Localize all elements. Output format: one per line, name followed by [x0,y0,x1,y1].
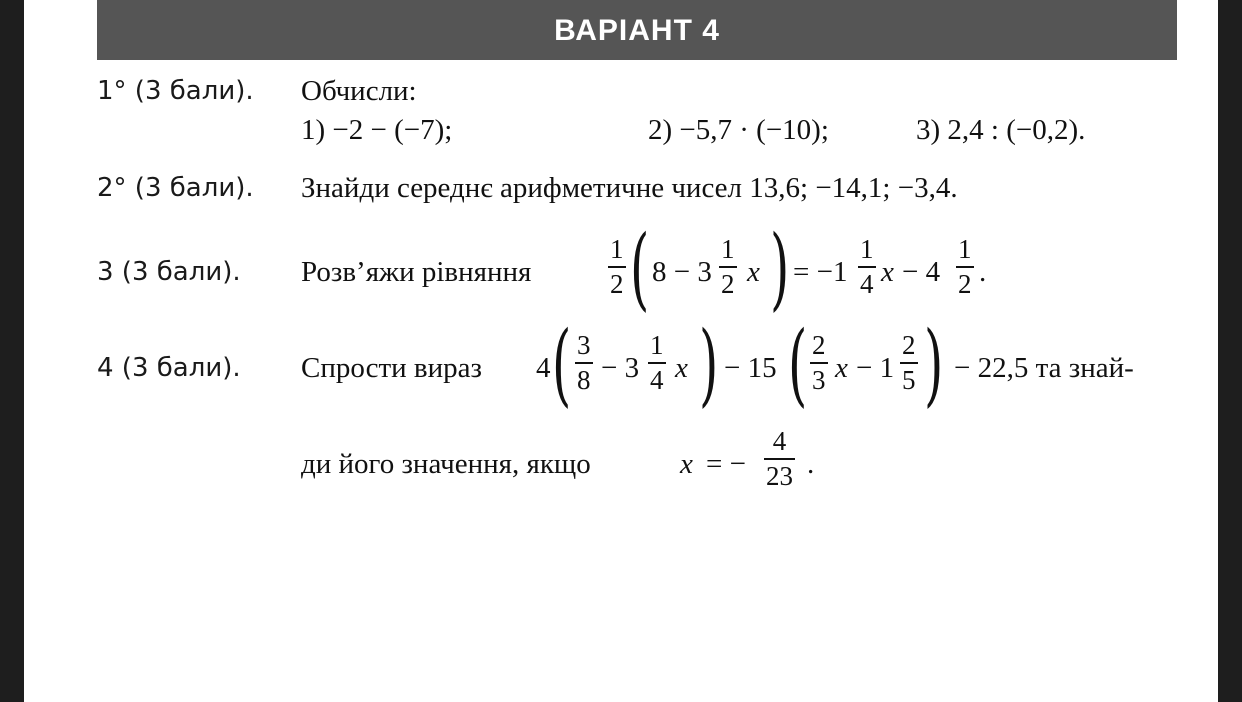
fraction-numerator: 1 [650,330,664,360]
task-1-item-1: 1) −2 − (−7); [301,114,453,146]
fraction [764,428,795,490]
task-2-label: 2° (3 бали). [97,173,254,203]
expression-part: − 1 [856,352,895,384]
fraction [810,332,828,394]
fraction-denominator: 2 [958,269,972,299]
variable [881,258,894,287]
fraction-numerator: 4 [772,426,787,456]
fraction [608,236,626,298]
fraction-denominator: 4 [650,365,664,395]
fraction-denominator: 2 [721,269,735,299]
task-2-text: Знайди середнє арифметичне чисел 13,6; −14,1; −3,4. [301,172,958,204]
variable-x: x [835,352,848,384]
task-1-item-3: 3) 2,4 : (−0,2). [916,114,1086,146]
task-4-line-2: ди його значення, якщо [301,448,591,480]
condition-equals: = − [706,448,746,480]
task-4-label: 4 (3 бали). [97,353,241,383]
right-paren: ) [924,312,944,417]
task-1-item-2: 2) −5,7 · (−10); [648,114,829,146]
variable [747,258,760,287]
expression-part: − 3 [601,352,640,384]
fraction-numerator: 2 [812,330,826,360]
fraction [858,236,876,298]
fraction [575,332,593,394]
equation-part: − 4 [902,256,941,288]
left-paren: ( [788,312,808,417]
expression-part: − 15 [724,352,777,384]
equation-part: 8 − 3 [652,256,712,288]
expression-part: 4 [536,352,551,384]
condition-end: . [807,448,815,480]
fraction-denominator: 23 [766,461,793,491]
fraction-numerator: 1 [610,234,624,264]
equation-part: = −1 [793,256,848,288]
right-paren: ) [770,216,790,321]
variable-x: x [680,448,693,480]
fraction-denominator: 2 [610,269,624,299]
variant-header [97,0,1177,60]
task-3-label: 3 (3 бали). [97,257,241,287]
fraction-numerator: 1 [721,234,735,264]
left-paren: ( [552,312,572,417]
equation-end: . [979,256,987,288]
variable [675,354,688,383]
fraction-denominator: 3 [812,365,826,395]
right-paren: ) [699,312,719,417]
left-paren: ( [630,216,650,321]
task-1-text: Обчисли: [301,75,417,107]
variable-x: x [675,352,688,384]
fraction-denominator: 8 [577,365,591,395]
fraction-numerator: 1 [860,234,874,264]
task-1-label: 1° (3 бали). [97,76,254,106]
fraction-numerator: 2 [902,330,916,360]
fraction-numerator: 1 [958,234,972,264]
fraction [719,236,737,298]
fraction-denominator: 5 [902,365,916,395]
variable-x: x [881,256,894,288]
page-title: ВАРІАНТ 4 [554,14,720,47]
fraction [900,332,918,394]
fraction-numerator: 3 [577,330,591,360]
variable [680,450,693,479]
fraction [648,332,666,394]
task-3-text: Розв’яжи рівняння [301,256,532,288]
task-4-text: Спрости вираз [301,352,482,384]
fraction [956,236,974,298]
fraction-denominator: 4 [860,269,874,299]
expression-tail: − 22,5 та знай- [954,352,1134,384]
variable [835,354,848,383]
worksheet-page [24,0,1218,702]
variable-x: x [747,256,760,288]
